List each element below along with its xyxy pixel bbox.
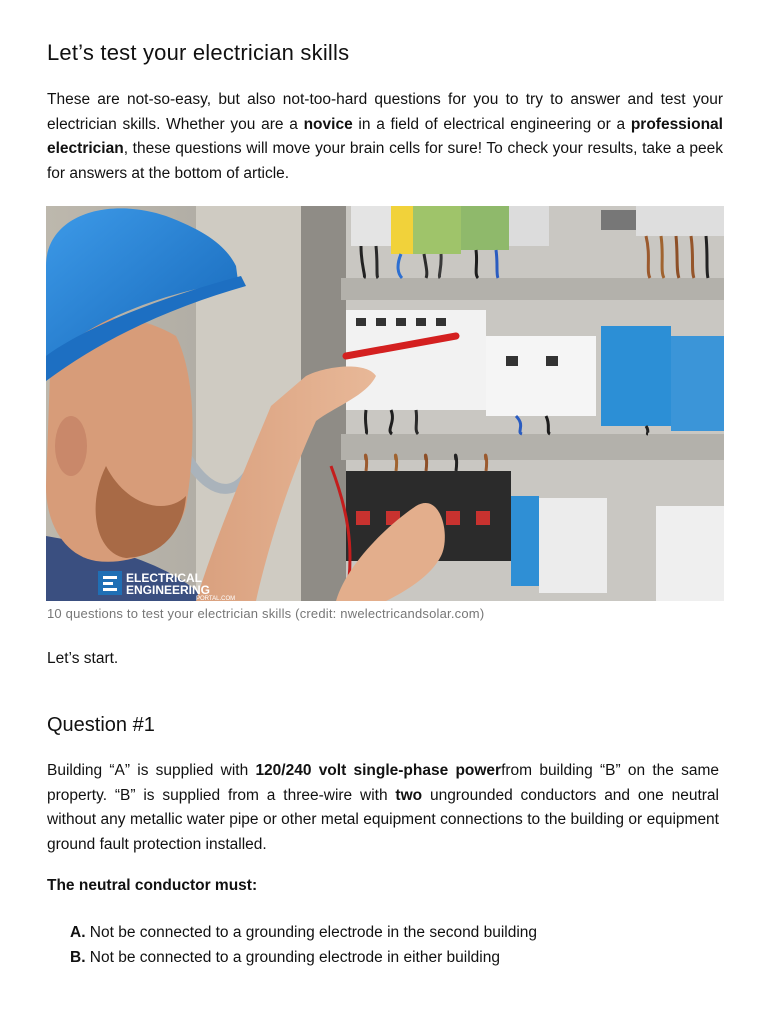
watermark-line2: ENGINEERING xyxy=(126,583,211,597)
electrician-panel-illustration xyxy=(46,206,724,601)
option-letter-b: B. xyxy=(70,949,86,966)
answer-option-b xyxy=(70,945,537,970)
intro-paragraph xyxy=(47,88,723,186)
start-text: Let’s start. xyxy=(47,650,119,667)
intro-bold-professional: professional electrician xyxy=(47,115,723,157)
image-caption: 10 questions to test your electrician skills (credit: nwelectricandsolar.com) xyxy=(47,606,485,621)
intro-bold-novice: novice xyxy=(303,115,353,133)
answer-option-a xyxy=(70,920,537,945)
question-text-2: from building “B” on the same property. “B” is supplied from a three-wire with xyxy=(47,762,719,804)
article-photo xyxy=(46,206,724,601)
watermark-line3: PORTAL.COM xyxy=(196,596,236,601)
question-text-3: ungrounded conductors and one neutral without any metallic water pipe or other metal equipment connections to the building or equipment ground fault protection installed. xyxy=(47,786,719,853)
question-bold-power: 120/240 volt single-phase power xyxy=(255,762,502,779)
watermark-line1: ELECTRICAL xyxy=(126,571,202,585)
question-bold-two: two xyxy=(395,786,423,804)
option-letter-a: A. xyxy=(70,924,86,941)
question-text-1: Building “A” is supplied with xyxy=(47,762,256,779)
intro-text-1: These are not-so-easy, but also not-too-hard questions for you to try to answer and test your electrician skills. Whether you are a xyxy=(47,91,723,133)
answer-options xyxy=(70,920,537,970)
question-text xyxy=(47,759,719,857)
option-text-b: Not be connected to a grounding electrode in either building xyxy=(85,949,500,966)
intro-text-2: in a field of electrical engineering or a xyxy=(352,115,631,133)
question-heading: Question #1 xyxy=(47,714,155,736)
option-text-a: Not be connected to a grounding electrode in the second building xyxy=(85,924,538,941)
intro-text-3: , these questions will move your brain cells for sure! To check your results, take a peek for answers at the bottom of article. xyxy=(47,140,723,182)
question-prompt: The neutral conductor must: xyxy=(47,877,258,894)
article-title: Let’s test your electrician skills xyxy=(47,40,350,65)
